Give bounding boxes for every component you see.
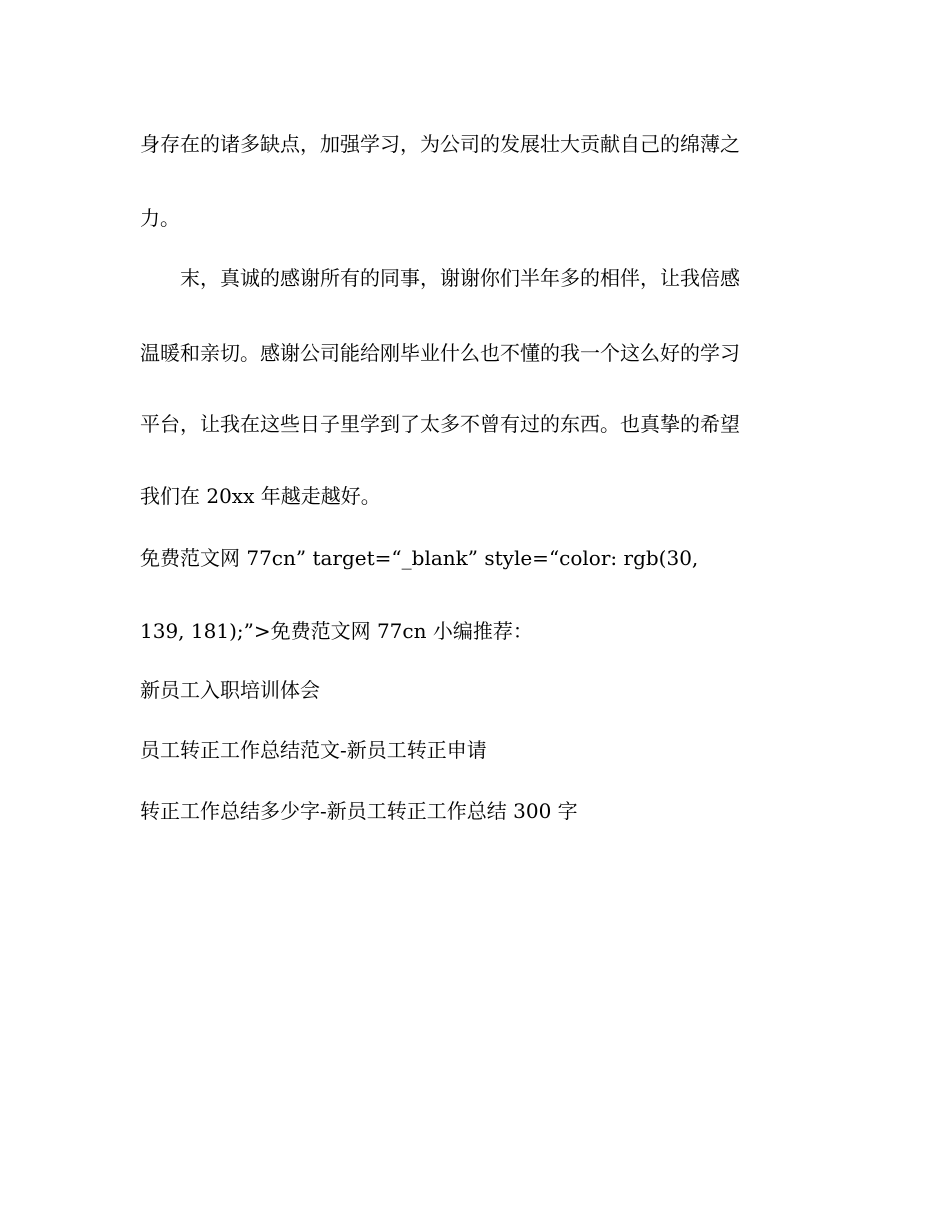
paragraph-line: 平台，让我在这些日子里学到了太多不曾有过的东西。也真挚的希望 bbox=[140, 412, 740, 436]
paragraph-line: 温暖和亲切。感谢公司能给刚毕业什么也不懂的我一个这么好的学习 bbox=[140, 341, 740, 365]
related-link[interactable]: 转正工作总结多少字-新员工转正工作总结 300 字 bbox=[140, 799, 578, 823]
paragraph-line: 我们在 20xx 年越走越好。 bbox=[140, 484, 381, 508]
paragraph-line: 末，真诚的感谢所有的同事，谢谢你们半年多的相伴，让我倍感 bbox=[180, 266, 740, 290]
paragraph-line: 力。 bbox=[140, 206, 180, 230]
related-link[interactable]: 员工转正工作总结范文-新员工转正申请 bbox=[140, 738, 487, 762]
paragraph-line: 139, 181);”>免费范文网 77cn 小编推荐： bbox=[140, 619, 533, 643]
related-link[interactable]: 新员工入职培训体会 bbox=[140, 678, 320, 702]
paragraph-line: 身存在的诸多缺点，加强学习，为公司的发展壮大贡献自己的绵薄之 bbox=[140, 132, 740, 156]
paragraph-line: 免费范文网 77cn” target=“_blank” style=“color: rgb(30, bbox=[140, 546, 699, 570]
